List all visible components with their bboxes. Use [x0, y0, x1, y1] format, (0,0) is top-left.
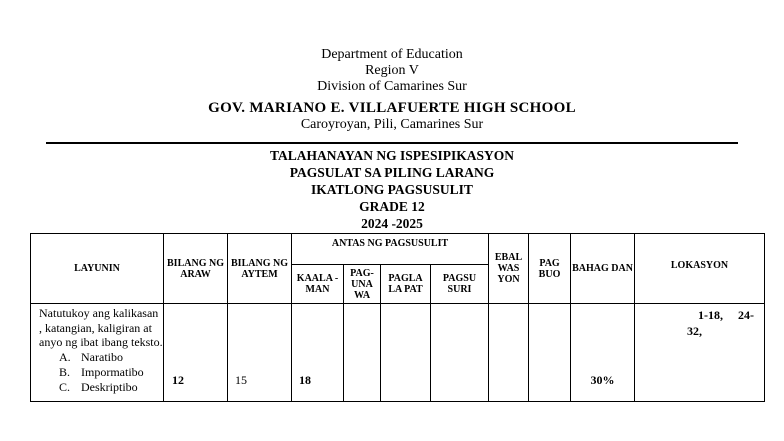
- pagsusuri-value: [431, 304, 489, 402]
- col-ebalwasyon: EBAL WAS YON: [489, 234, 529, 304]
- pagbuo-value: [529, 304, 571, 402]
- col-antas: ANTAS NG PAGSUSULIT: [292, 234, 489, 265]
- col-bilang-aytem: BILANG NG AYTEM: [228, 234, 292, 304]
- text-type-list: [39, 350, 163, 395]
- department-name: Department of Education: [321, 47, 463, 62]
- table-row: [31, 304, 765, 402]
- col-bilang-araw: BILANG NG ARAW: [164, 234, 228, 304]
- grade-title: GRADE 12: [359, 199, 425, 214]
- col-pagbuo: PAG BUO: [529, 234, 571, 304]
- ebalwasyon-value: [489, 304, 529, 402]
- list-item: A. Naratibo: [59, 349, 123, 364]
- col-paglalapat: PAGLA LA PAT: [381, 265, 431, 304]
- region-name: Region V: [365, 63, 419, 78]
- header-divider: [46, 142, 738, 144]
- kaalaman-value: 18: [292, 304, 344, 402]
- lokasyon-value: 1-18, 24- 32,: [635, 304, 765, 402]
- paglalapat-value: [381, 304, 431, 402]
- subject-title: PAGSULAT SA PILING LARANG: [289, 165, 495, 180]
- col-layunin: LAYUNIN: [31, 234, 164, 304]
- division-name: Division of Camarines Sur: [317, 79, 467, 94]
- school-address: Caroyroyan, Pili, Camarines Sur: [300, 117, 484, 132]
- col-pagunawa: PAG- UNA WA: [344, 265, 381, 304]
- school-name: GOV. MARIANO E. VILLAFUERTE HIGH SCHOOL: [208, 100, 576, 116]
- col-kaalaman: KAALA -MAN: [292, 265, 344, 304]
- bahagdan-value: 30%: [571, 304, 635, 402]
- col-pagsusuri: PAGSU SURI: [431, 265, 489, 304]
- col-lokasyon: LOKASYON: [635, 234, 765, 304]
- school-year: 2024 -2025: [361, 216, 423, 231]
- list-item: C. Deskriptibo: [59, 379, 138, 394]
- doc-title: TALAHANAYAN NG ISPESIPIKASYON: [269, 148, 515, 163]
- aytem-value: 15: [228, 304, 292, 402]
- specification-table: [30, 233, 765, 402]
- araw-value: 12: [164, 304, 228, 402]
- layunin-cell: [31, 304, 164, 402]
- pagunawa-value: [344, 304, 381, 402]
- exam-title: IKATLONG PAGSUSULIT: [311, 182, 473, 197]
- list-item: B. Impormatibo: [59, 364, 144, 379]
- col-bahagdan: BAHAG DAN: [571, 234, 635, 304]
- layunin-text: Natutukoy ang kalikasan , katangian, kaligiran at anyo ng ibat ibang teksto.: [39, 306, 163, 350]
